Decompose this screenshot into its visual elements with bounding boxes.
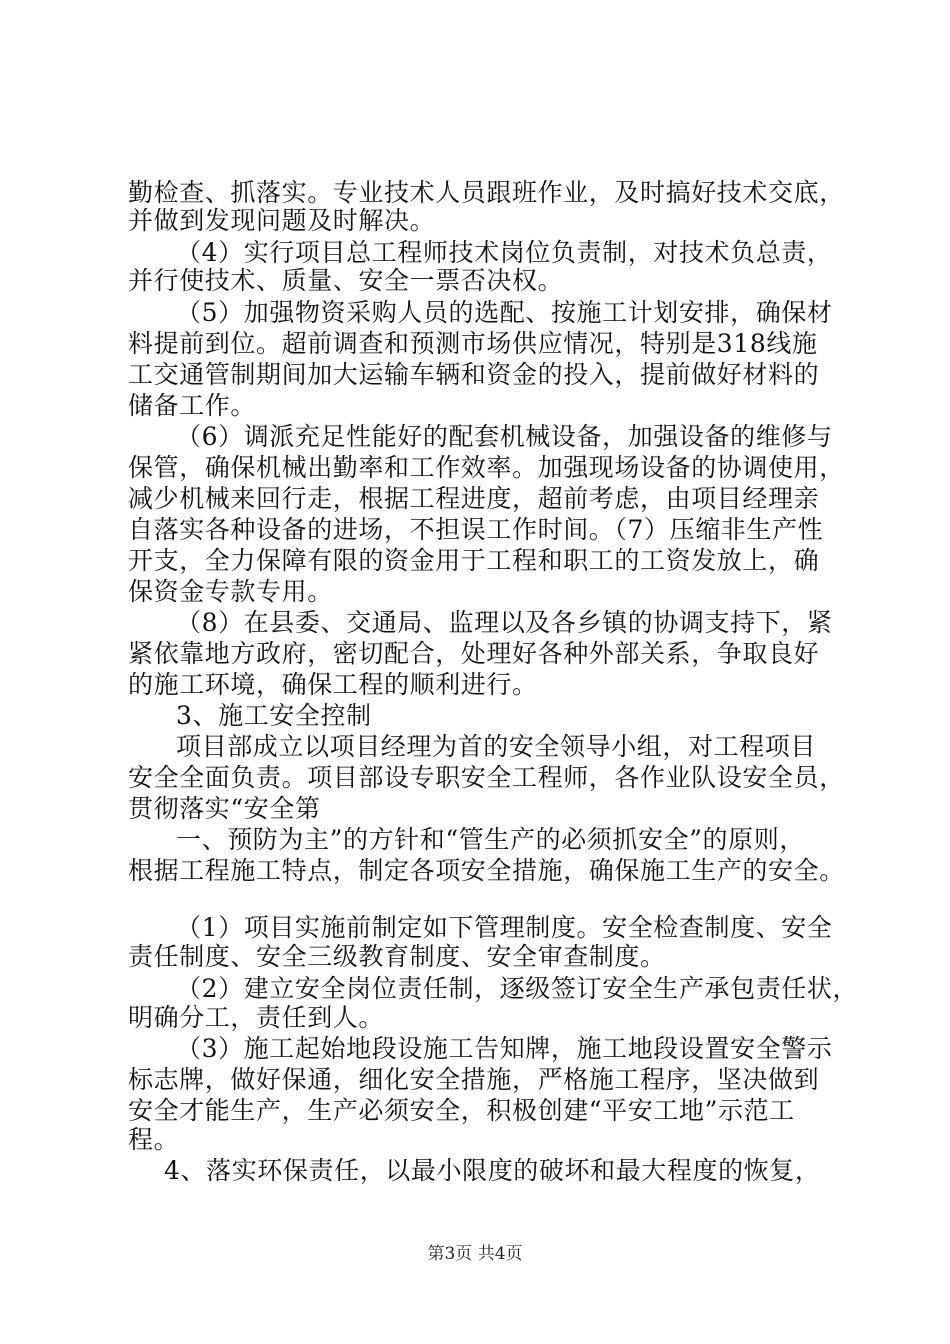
text-line: 开支，全力保障有限的资金用于工程和职工的工资发放上，确 xyxy=(128,546,820,575)
text-line: 紧依靠地方政府，密切配合，处理好各种外部关系，争取良好 xyxy=(128,639,820,668)
text-line: 自落实各种设备的进场，不担误工作时间。（7）压缩非生产性 xyxy=(128,515,824,544)
text-line: 责任制度、安全三级教育制度、安全审查制度。 xyxy=(128,942,666,971)
text-line: 贯彻落实“安全第 xyxy=(128,794,321,823)
text-line: 程。 xyxy=(128,1125,180,1154)
text-line: 根据工程施工特点，制定各项安全措施，确保施工生产的安全。 xyxy=(128,856,845,885)
text-line: （2）建立安全岗位责任制，逐级签订安全生产承包责任状， xyxy=(176,974,859,1003)
text-line: 减少机械来回行走，根据工程进度，超前考虑，由项目经理亲 xyxy=(128,484,820,513)
text-line: （3）施工起始地段设施工告知牌，施工地段设置安全警示 xyxy=(176,1034,833,1063)
text-line: 安全全面负责。项目部设专职安全工程师，各作业队设安全员， xyxy=(128,763,845,792)
text-line: （4）实行项目总工程师技术岗位负责制，对技术负总责， xyxy=(176,238,833,267)
text-line: （5）加强物资采购人员的选配、按施工计划安排，确保材 xyxy=(176,298,833,327)
text-line: 储备工作。 xyxy=(128,391,257,420)
text-line: （6）调派充足性能好的配套机械设备，加强设备的维修与 xyxy=(176,422,833,451)
text-line: 并做到发现问题及时解决。 xyxy=(128,206,436,235)
text-line: 的施工环境，确保工程的顺利进行。 xyxy=(128,670,538,699)
text-line: 并行使技术、质量、安全一票否决权。 xyxy=(128,266,564,295)
text-line: 保管，确保机械出勤率和工作效率。加强现场设备的协调使用， xyxy=(128,453,845,482)
text-line: 明确分工，责任到人。 xyxy=(128,1003,385,1032)
page-number-label: 第3页 共4页 xyxy=(427,1244,523,1264)
text-line: 料提前到位。超前调查和预测市场供应情况，特别是318线施 xyxy=(128,329,818,358)
text-line: 安全才能生产，生产必须安全，积极创建“平安工地”示范工 xyxy=(128,1096,795,1125)
text-line: 一、预防为主”的方针和“管生产的必须抓安全”的原则， xyxy=(176,825,805,854)
text-line: （1）项目实施前制定如下管理制度。安全检查制度、安全 xyxy=(176,913,833,942)
section-heading: 4、落实环保责任，以最小限度的破坏和最大程度的恢复， xyxy=(164,1156,821,1185)
text-line: （8）在县委、交通局、监理以及各乡镇的协调支持下，紧 xyxy=(176,608,833,637)
text-line: 保资金专款专用。 xyxy=(128,577,333,606)
text-line: 项目部成立以项目经理为首的安全领导小组，对工程项目 xyxy=(176,732,817,761)
page-footer xyxy=(0,1243,950,1265)
text-line: 工交通管制期间加大运输车辆和资金的投入，提前做好材料的 xyxy=(128,360,820,389)
text-line: 勤检查、抓落实。专业技术人员跟班作业，及时搞好技术交底， xyxy=(128,178,845,207)
section-heading: 3、施工安全控制 xyxy=(176,701,372,730)
text-line: 标志牌，做好保通，细化安全措施，严格施工程序，坚决做到 xyxy=(128,1065,820,1094)
